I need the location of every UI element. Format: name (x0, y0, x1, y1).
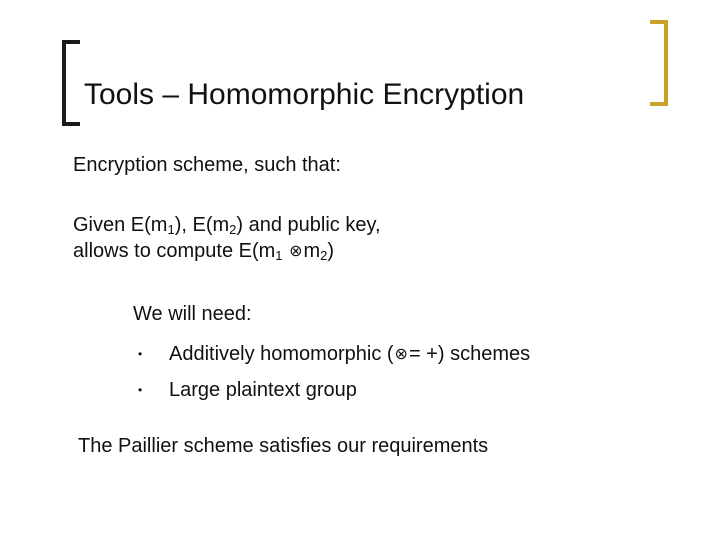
need-heading: We will need: (133, 303, 252, 325)
slide-title: Tools – Homomorphic Encryption (84, 78, 525, 111)
right-bracket-decoration (650, 20, 668, 106)
bullet-icon: • (138, 383, 143, 397)
given-line-2: allows to compute $E(m_1$ $\otimes m_2$) (73, 240, 335, 263)
given-line-1: Given $E(m_1)$, $E(m_2)$ and public key, (73, 214, 381, 237)
conclusion-text: The Paillier scheme satisfies our requirements (78, 435, 489, 457)
left-bracket-decoration (62, 40, 80, 126)
slide: Tools – Homomorphic Encryption Encryption scheme, such that: Given $E(m_1)$, $E(m_2)$ and public key, allows to compute $E(m_1$ $\otimes m_2$) We will need: • Additively homomorphic (⊗= +) schemes • Large plaintext group The Paillier scheme satisfies our requirements (0, 0, 720, 540)
otimes-operator-icon: ⊗ (394, 346, 408, 363)
definition-text: Encryption scheme, such that: (73, 154, 341, 176)
bullet-icon: • (138, 347, 143, 361)
otimes-operator-icon: ⊗ (289, 243, 303, 260)
